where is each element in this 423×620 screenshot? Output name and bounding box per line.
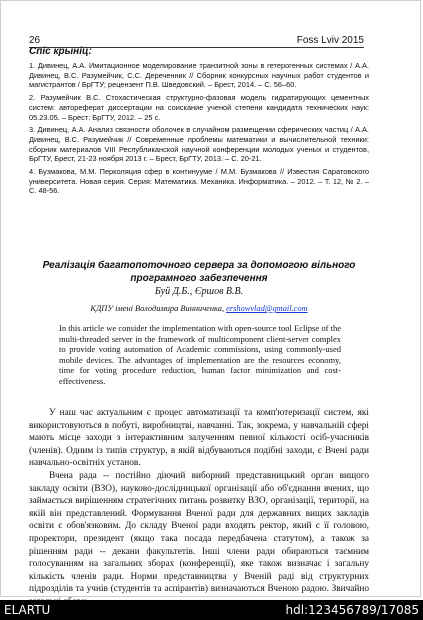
article-authors: Буй Д.Б., Єршов В.В. bbox=[154, 286, 244, 297]
repository-name: ELARTU bbox=[4, 603, 51, 617]
handle-identifier: hdl:123456789/17085 bbox=[285, 603, 419, 617]
reference-item: 3. Дивинец, А.А. Анализ связности оболочек в случайном размещении сферических частиц / А.А. Дивинец, В.С. Разумейчик // Современные проблемы математики и вычислительной техники: сборник материалов VIII Республиканской научной конференции молодых ученых и студентов, БрГТУ, Брест, 21-23 ноября 2013 г. – Брест, БрГТУ, 2013. – С. 20-21. bbox=[29, 125, 369, 164]
author-email-link[interactable]: ershowvlad@gmail.com bbox=[226, 304, 308, 313]
reference-item: 2. Разумейчик В.С. Стохастическая структурно-фазовая модель гидратирующих цементных систем: автореферат диссертации на соискание ученой степени кандидата технических наук: 05.23.05. – Брест: БрГТУ, 2012. – 25 с. bbox=[29, 93, 369, 122]
reference-item: 4. Бузмакова, М.М. Перколяция сфер в континууме / М.М. Бузмакова // Известия Саратовского университета. Новая серия. Серия: Математика. Механика. Информатика. – 2012. – Т. 12, № 2. – С. 48-56. bbox=[29, 167, 369, 196]
references-title: Спіс крыніц: bbox=[29, 46, 92, 57]
article-title: Реалізація багатопоточного сервера за допомогою вільного програмного забезпечення bbox=[42, 260, 356, 284]
reference-item: 1. Дивинец, А.А. Имитационное моделирование транзитной зоны в гетерогенных системах / А.А. Дивинец, В.С. Разумейчик, С.С. Дереченник // Сборник конкурсных научных работ студентов и магистрантов / БрГТУ; рецензент П.В. Шведовский. – Брест, 2014. – С. 56–60. bbox=[29, 61, 369, 90]
article-body bbox=[29, 407, 369, 609]
body-paragraph: У наш час актуальним є процес автоматизації та комп'ютеризації систем, які використовуються в побуті, виробництві, навчанні. Так, зокрема, у навчальній сфері мають місце заходи з інтерактивним залученням певної кількості осіб-учасників (членів). Одним із типів структур, в якій відбуваються подібні заходи, є Вчені ради навчально-освітніх установ. bbox=[29, 408, 369, 469]
article-abstract: In this article we consider the implementation with open-source tool Eclipse of the multi-threaded server in the framework of multicomponent client-server complex to provide voting automation of Academic commissions, using commonly-used mobile devices. The advantages of implementation are the resources economy, time for voting procedure reduction, human factor minimization and cost-effectiveness. bbox=[59, 323, 341, 386]
journal-name: Foss Lviv 2015 bbox=[296, 35, 364, 46]
affiliation-text: КДПУ імені Володимира Винниченка, bbox=[90, 304, 225, 313]
references-list bbox=[29, 61, 369, 199]
article-affiliation bbox=[29, 304, 369, 313]
body-paragraph: Вчена рада -- постійно діючий виборний представницький орган вищого закладу освіти (ВЗО), науково-дослідницької організації або об'єднання вчених, що займається вирішенням стратегічних питань розвитку ВЗО, організації, території, на якій він представлений. Формування Вченої ради для державних вищих закладів освіти є обов'язковим. До складу Вченої ради входять ректор, який є її головою, проректори, президент (якщо така посада передбачена статутом), а також за рішенням ради -- декани факультетів. Інші члени ради обираються таємним голосуванням на загальних зборах (конференції), яке також визначає і загальну кількість членів ради. Норми представництва у Вченій раді від структурних підрозділів та учнів (студентів та аспірантів) визначаються Вченою радою. Звичайно bbox=[29, 470, 369, 595]
page-number: 26 bbox=[29, 35, 41, 46]
repository-footer bbox=[0, 600, 423, 620]
